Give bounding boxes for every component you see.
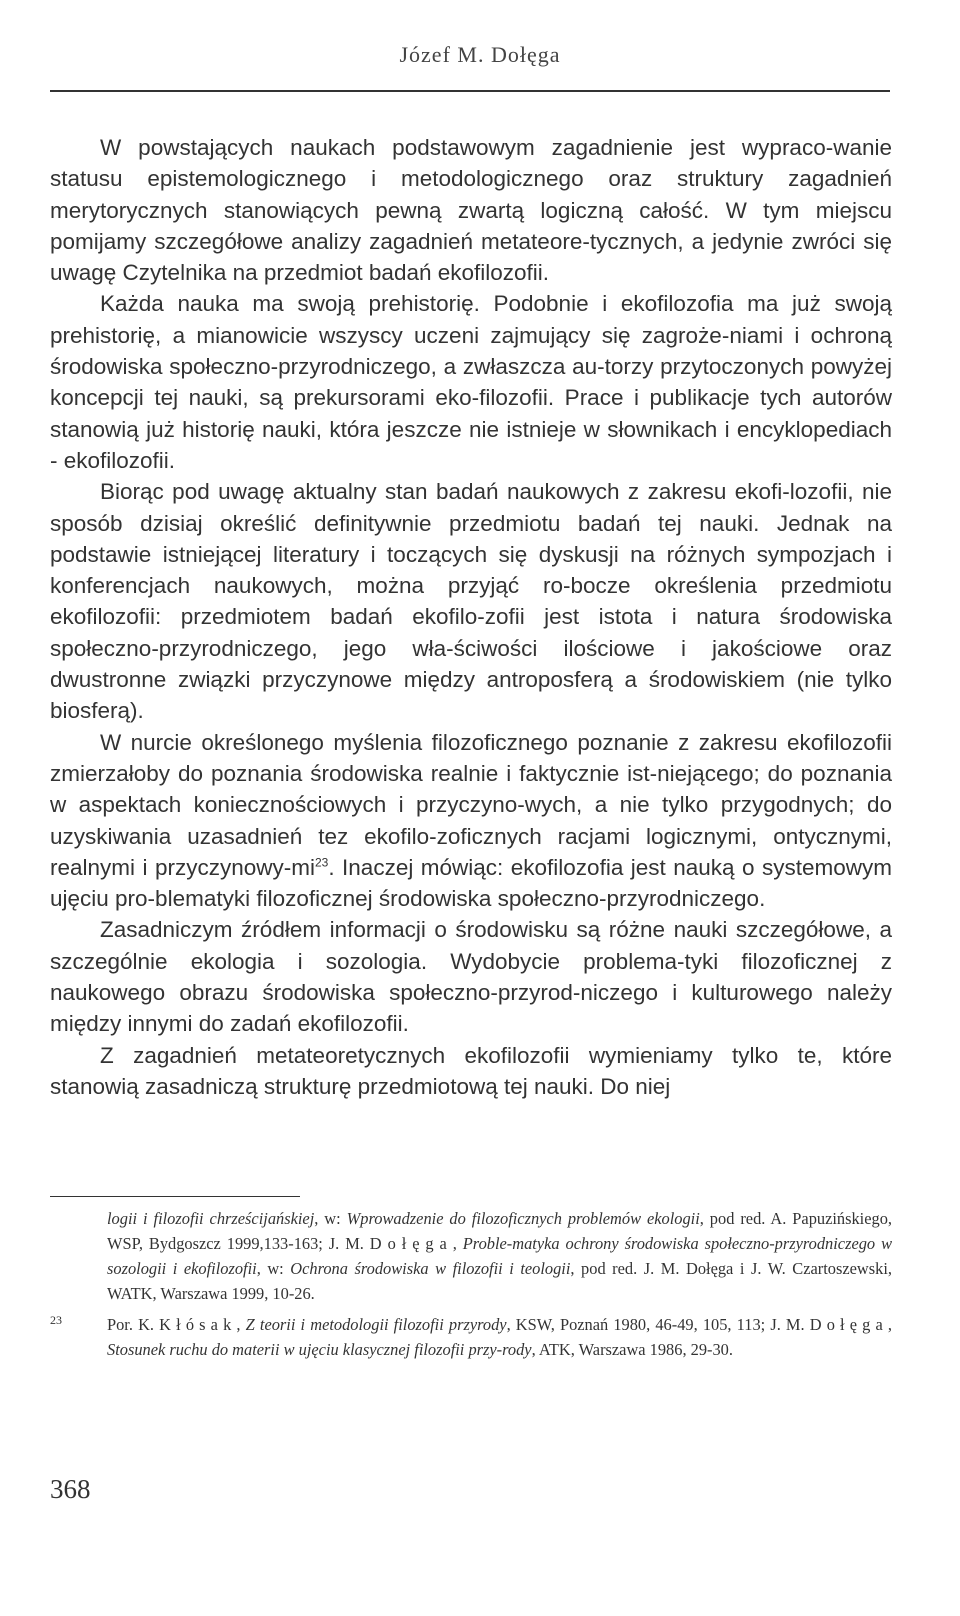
body-text: [50, 132, 892, 1102]
footnotes: [50, 1206, 892, 1362]
footnote-part: Por. K. K ł ó s a k ,: [107, 1315, 246, 1334]
footnote-part: Ochrona środowiska w filozofii i teologii: [290, 1259, 571, 1278]
paragraph-4-text: W nurcie określonego myślenia filozoficznego poznanie z zakresu ekofilozofii zmierzałoby do poznania środowiska realnie i faktycznie ist-niejącego; do poznania w aspektach koniecznościowych i przyczyno-wych, a nie tylko przygodnych; do uzyskiwania uzasadnień tez ekofilo-zoficznych racjami logicznymi, ontycznymi, realnymi i przyczynowy-mi: [50, 729, 892, 880]
footnote-23: [50, 1312, 892, 1362]
paragraph-5: Zasadniczym źródłem informacji o środowisku są różne nauki szczegółowe, a szczególnie ekologia i sozologia. Wydobycie problema-tyki filozoficznej z naukowego obrazu środowiska społeczno-przyrod-niczego i kulturowego należy między innymi do zadań ekofilozofii.: [50, 917, 892, 1037]
footnote-part: , pod red. A. Papuzińskiego, WSP, Bydgoszcz 1999,133-163; J. M. D o ł ę g a ,: [107, 1209, 892, 1253]
paragraph-1: W powstających naukach podstawowym zagadnienie jest wypraco-wanie statusu epistemologicznego i metodologicznego oraz struktury zagadnień merytorycznych stanowiących pewną zwartą logiczną całość. W tym miejscu pomijamy szczegółowe analizy zagadnień metateore-tycznych, a jedynie zwróci się uwagę Czytelnika na przedmiot badań ekofilozofii.: [50, 135, 892, 286]
footnote-part: logii i filozofii chrześcijańskiej: [107, 1209, 315, 1228]
footnote-part: Proble-matyka ochrony środowiska społeczno-przyrodniczego w sozologii i ekofilozofii: [107, 1234, 892, 1278]
paragraph-6: Z zagadnień metateoretycznych ekofilozofii wymieniamy tylko te, które stanowią zasadniczą strukturę przedmiotową tej nauki. Do niej: [50, 1042, 892, 1099]
footnote-part: Z teorii i metodologii filozofii przyrody: [245, 1315, 507, 1334]
footnote-part: Wprowadzenie do filozoficznych problemów ekologii: [346, 1209, 700, 1228]
footnote-continued: [50, 1206, 892, 1306]
footnote-rule: [50, 1196, 300, 1197]
paragraph-2: Każda nauka ma swoją prehistorię. Podobnie i ekofilozofia ma już swoją prehistorię, a mianowicie wszyscy uczeni zajmujący się zagroże-niami i ochroną środowiska społeczno-przyrodniczego, a zwłaszcza au-torzy przytoczonych powyżej koncepcji tej nauki, są prekursorami eko-filozofii. Prace i publikacje tych autorów stanowią już historię nauki, która jeszcze nie istnieje w słownikach i encyklopediach - ekofilozofii.: [50, 291, 892, 473]
header-rule: [50, 90, 890, 92]
footnote-number: 23: [50, 1313, 62, 1327]
footnote-part: , KSW, Poznań 1980, 46-49, 105, 113; J. M. D o ł ę g a ,: [506, 1315, 892, 1334]
footnote-part: Stosunek ruchu do materii w ujęciu klasycznej filozofii przy-rody: [107, 1340, 532, 1359]
paragraph-4: [50, 727, 892, 915]
footnote-part: , w:: [256, 1259, 291, 1278]
footnote-part: , w:: [314, 1209, 347, 1228]
paragraph-3: Biorąc pod uwagę aktualny stan badań naukowych z zakresu ekofi-lozofii, nie sposób dzisiaj określić definitywnie przedmiotu badań tej nauki. Jednak na podstawie istniejącej literatury i toczących się dyskusji na różnych sympozjach i konferencjach naukowych, można przyjąć ro-bocze określenia przedmiotu ekofilozofii: przedmiotem badań ekofilo-zofii jest istota i natura środowiska społeczno-przyrodniczego, jego wła-ściwości ilościowe i jakościowe oraz dwustronne związki przyczynowe między antroposferą a środowiskiem (nie tylko biosferą).: [50, 479, 892, 724]
page-number: 368: [50, 1474, 91, 1504]
footnote-ref-23: 23: [314, 855, 329, 870]
footnote-part: , pod red. J. M. Dołęga i J. W. Czartoszewski, WATK, Warszawa 1999, 10-26.: [107, 1259, 892, 1303]
paragraph-4-tail: . Inaczej mówiąc: ekofilozofia jest nauką o systemowym ujęciu pro-blematyki filozoficznej środowiska społeczno-przyrodniczego.: [50, 854, 893, 912]
footnote-part: , ATK, Warszawa 1986, 29-30.: [531, 1340, 733, 1359]
running-title: Józef M. Dołęga: [399, 42, 561, 67]
